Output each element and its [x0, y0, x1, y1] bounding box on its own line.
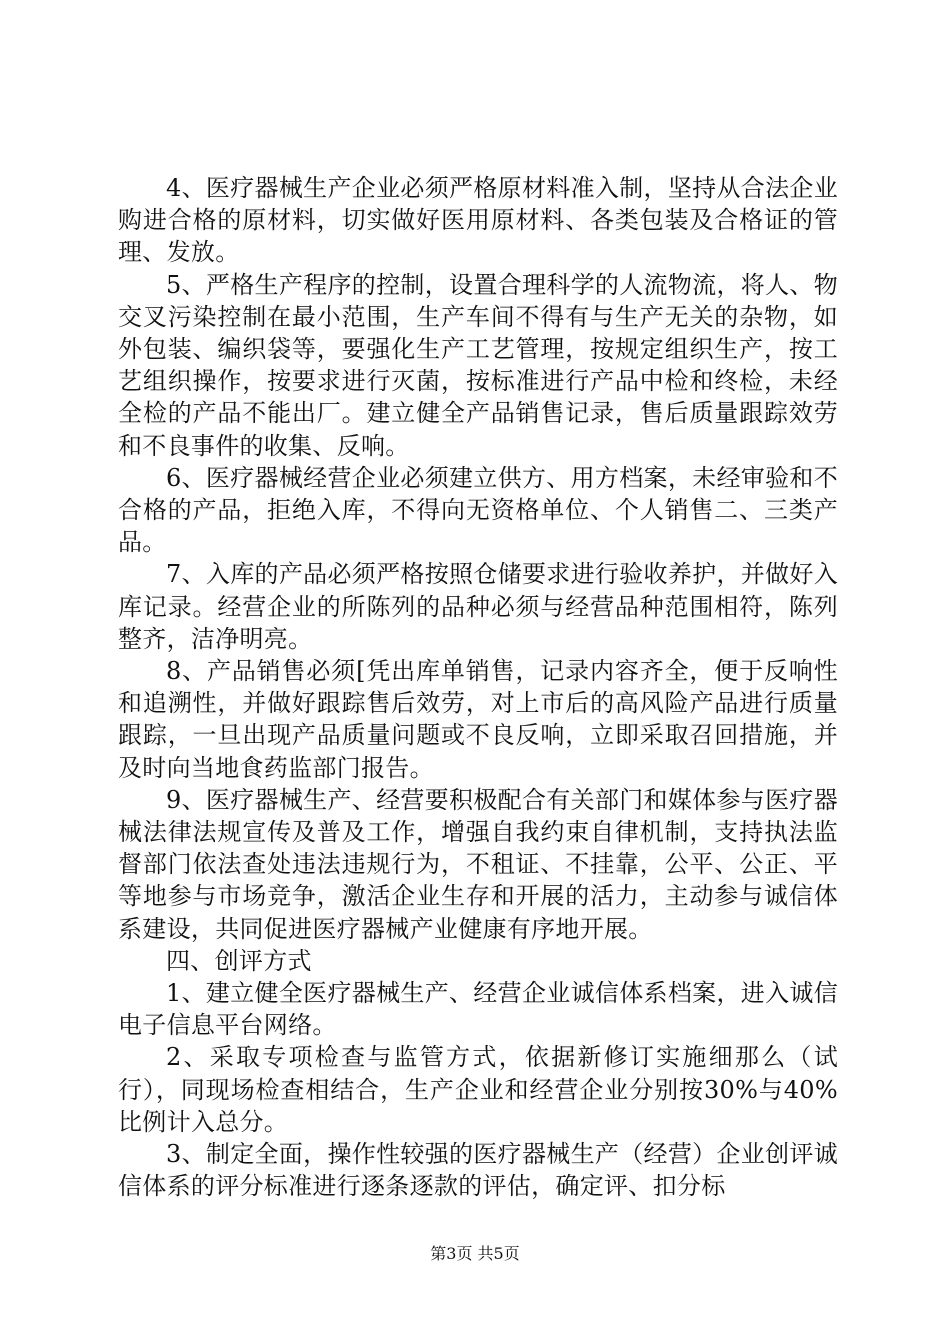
paragraph-method-1: 1、建立健全医疗器械生产、经营企业诚信体系档案，进入诚信电子信息平台网络。 — [118, 979, 838, 1040]
paragraph-item-5: 5、严格生产程序的控制，设置合理科学的人流物流，将人、物交叉污染控制在最小范围，生产车间不得有与生产无关的杂物，如外包装、编织袋等，要强化生产工艺管理，按规定组织生产，按工艺组织操作，按要求进行灭菌，按标准进行产品中检和终检，未经全检的产品不能出厂。建立健全产品销售记录，售后质量跟踪效劳和不良事件的收集、反响。 — [118, 270, 838, 460]
section-heading: 四、创评方式 — [166, 946, 312, 975]
paragraph-item-9: 9、医疗器械生产、经营要积极配合有关部门和媒体参与医疗器械法律法规宣传及普及工作，增强自我约束自律机制，支持执法监督部门依法查处违法违规行为，不租证、不挂靠，公平、公正、平等地参与市场竞争，激活企业生存和开展的活力，主动参与诚信体系建设，共同促进医疗器械产业健康有序地开展。 — [118, 785, 838, 943]
paragraph-item-4: 4、医疗器械生产企业必须严格原材料准入制，坚持从合法企业购进合格的原材料，切实做好医用原材料、各类包装及合格证的管理、发放。 — [118, 174, 838, 267]
document-body — [118, 172, 838, 1203]
paragraph-item-6: 6、医疗器械经营企业必须建立供方、用方档案，未经审验和不合格的产品，拒绝入库，不得向无资格单位、个人销售二、三类产品。 — [118, 463, 838, 557]
paragraph-item-8: 8、产品销售必须[凭出库单销售，记录内容齐全，便于反响性和追溯性，并做好跟踪售后效劳，对上市后的高风险产品进行质量跟踪，一旦出现产品质量问题或不良反响，立即采取召回措施，并及时向当地食药监部门报告。 — [118, 657, 838, 782]
paragraph-method-3: 3、制定全面，操作性较强的医疗器械生产（经营）企业创评诚信体系的评分标准进行逐条逐款的评估，确定评、扣分标 — [118, 1140, 838, 1201]
paragraph-item-7: 7、入库的产品必须严格按照仓储要求进行验收养护，并做好入库记录。经营企业的所陈列的品种必须与经营品种范围相符，陈列整齐，洁净明亮。 — [118, 560, 838, 653]
paragraph-method-2: 2、采取专项检查与监管方式，依据新修订实施细那么（试行），同现场检查相结合，生产企业和经营企业分别按30%与40%比例计入总分。 — [118, 1043, 838, 1136]
page-number-footer: 第3页 共5页 — [430, 1244, 520, 1263]
